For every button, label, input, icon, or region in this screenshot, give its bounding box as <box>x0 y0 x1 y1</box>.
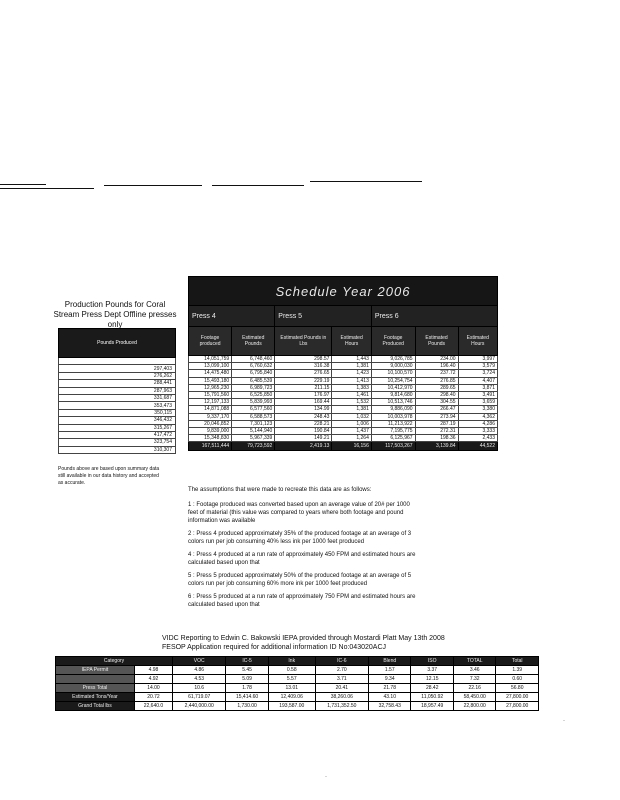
schedule-cell: 298.57 <box>275 356 332 363</box>
emissions-cell <box>56 675 135 684</box>
emissions-column-header: Category <box>56 657 173 666</box>
schedule-cell: 1,423 <box>332 370 371 377</box>
left-value-cell <box>59 358 176 365</box>
schedule-cell: 7,195,775 <box>371 427 415 434</box>
schedule-cell: 12,197,133 <box>189 399 232 406</box>
schedule-cell: 289.65 <box>415 384 458 391</box>
emissions-column-header: IC-6 <box>315 657 368 666</box>
emissions-cell: 3.71 <box>315 675 368 684</box>
schedule-cell: 1,006 <box>332 420 371 427</box>
emissions-cell: 4.98 <box>134 666 172 675</box>
table-row <box>59 424 176 431</box>
left-value-cell: 323,754 <box>59 439 176 446</box>
schedule-cell: 6,760,632 <box>232 363 275 370</box>
schedule-cell: 287.19 <box>415 420 458 427</box>
emissions-cell: 0.58 <box>268 666 315 675</box>
emissions-cell: 12,409.06 <box>268 693 315 702</box>
schedule-cell: 1,532 <box>332 399 371 406</box>
schedule-cell: 3,579 <box>458 363 497 370</box>
schedule-cell: 1,437 <box>332 427 371 434</box>
schedule-cell: 266.47 <box>415 406 458 413</box>
schedule-cell: 1,264 <box>332 435 371 442</box>
emissions-column-header: Total <box>496 657 539 666</box>
schedule-cell: 14,475,480 <box>189 370 232 377</box>
schedule-cell: 6,485,539 <box>232 377 275 384</box>
left-value-cell: 417,472 <box>59 431 176 438</box>
schedule-cell: 1,443 <box>332 356 371 363</box>
emissions-cell: 1,730.00 <box>226 702 268 711</box>
schedule-cell: 9,814,680 <box>371 391 415 398</box>
schedule-cell: 6,125,967 <box>371 435 415 442</box>
schedule-cell: 134.99 <box>275 406 332 413</box>
left-value-cell: 276,262 <box>59 372 176 379</box>
schedule-column-header: Estimated Pounds in Lbs <box>275 327 332 356</box>
table-row <box>59 372 176 379</box>
left-panel-note: Pounds above are based upon summary data still available in our data history and accepted as accurate. <box>58 466 160 486</box>
vidc-line-2: FESOP Application required for additional information ID No:043020ACJ <box>162 644 386 651</box>
schedule-table <box>188 276 498 451</box>
emissions-table <box>55 656 539 711</box>
table-row <box>189 363 498 370</box>
vidc-block <box>162 634 492 652</box>
emissions-cell: 4.92 <box>134 675 172 684</box>
schedule-total-row <box>189 442 498 451</box>
schedule-column-header: Footage produced <box>189 327 232 356</box>
emissions-header-row <box>56 657 539 666</box>
emissions-cell: 43.10 <box>369 693 411 702</box>
schedule-cell: 298.40 <box>415 391 458 398</box>
schedule-cell: 149.21 <box>275 435 332 442</box>
left-value-cell: 297,403 <box>59 365 176 372</box>
schedule-cell: 9,337,170 <box>189 413 232 420</box>
emissions-cell: 3.46 <box>453 666 495 675</box>
emissions-cell: 2,440,000.00 <box>173 702 226 711</box>
emissions-cell: 61,719.07 <box>173 693 226 702</box>
table-row <box>59 417 176 424</box>
rule-line <box>212 185 304 186</box>
group-press-6: Press 6 <box>371 306 497 327</box>
rule-line <box>310 181 422 182</box>
schedule-cell: 6,748,460 <box>232 356 275 363</box>
schedule-cell: 9,839,000 <box>189 427 232 434</box>
table-row <box>59 358 176 365</box>
emissions-cell: 58,450.00 <box>453 693 495 702</box>
emissions-cell: 38,260.06 <box>315 693 368 702</box>
left-column-header: Pounds Produced <box>59 329 176 358</box>
assumptions-block <box>188 486 420 614</box>
rule-line <box>0 184 46 185</box>
table-row <box>59 365 176 372</box>
table-row <box>56 666 539 675</box>
schedule-cell: 6,525,850 <box>232 391 275 398</box>
schedule-cell: 6,588,573 <box>232 413 275 420</box>
table-row <box>189 356 498 363</box>
schedule-column-header: Estimated Hours <box>458 327 497 356</box>
emissions-cell: 9.34 <box>369 675 411 684</box>
table-row <box>189 420 498 427</box>
emissions-cell: 1,731,352.50 <box>315 702 368 711</box>
schedule-column-header: Footage Produced <box>371 327 415 356</box>
emissions-cell: 1.78 <box>226 684 268 693</box>
emissions-cell: 1.39 <box>496 666 539 675</box>
schedule-cell: 3,997 <box>458 356 497 363</box>
schedule-title: Schedule Year 2006 <box>189 277 498 306</box>
emissions-cell: Press Total <box>56 684 135 693</box>
emissions-cell: 20.72 <box>134 693 172 702</box>
schedule-cell: 6,577,560 <box>232 406 275 413</box>
table-row <box>59 394 176 401</box>
schedule-total-cell: 2,419.13 <box>275 442 332 451</box>
schedule-cell: 1,413 <box>332 377 371 384</box>
emissions-cell: 3.37 <box>411 666 453 675</box>
schedule-cell: 3,724 <box>458 370 497 377</box>
schedule-cell: 10,412,970 <box>371 384 415 391</box>
schedule-cell: 9,026,785 <box>371 356 415 363</box>
schedule-total-cell: 16,156 <box>332 442 371 451</box>
schedule-column-header: Estimated Pounds <box>415 327 458 356</box>
schedule-cell: 1,461 <box>332 391 371 398</box>
emissions-cell: 11,050.92 <box>411 693 453 702</box>
left-value-cell: 315,267 <box>59 424 176 431</box>
emissions-cell: 13.01 <box>268 684 315 693</box>
schedule-cell: 316.38 <box>275 363 332 370</box>
margin-mark: · <box>563 718 565 724</box>
emissions-column-header: VOC <box>173 657 226 666</box>
table-row <box>59 402 176 409</box>
emissions-column-header: Ink <box>268 657 315 666</box>
emissions-cell: 5.09 <box>226 675 268 684</box>
schedule-cell: 5,144,940 <box>232 427 275 434</box>
schedule-cell: 10,100,570 <box>371 370 415 377</box>
schedule-cell: 198.36 <box>415 435 458 442</box>
schedule-cell: 15,348,830 <box>189 435 232 442</box>
emissions-cell: 1.57 <box>369 666 411 675</box>
schedule-total-cell: 167,511,444 <box>189 442 232 451</box>
schedule-cell: 3,871 <box>458 384 497 391</box>
schedule-cell: 4,286 <box>458 420 497 427</box>
emissions-cell: 22,640.0 <box>134 702 172 711</box>
table-row <box>189 413 498 420</box>
schedule-cell: 229.19 <box>275 377 332 384</box>
schedule-cell: 176.97 <box>275 391 332 398</box>
schedule-cell: 10,003,978 <box>371 413 415 420</box>
emissions-cell: 14.00 <box>134 684 172 693</box>
emissions-cell: 0.60 <box>496 675 539 684</box>
schedule-cell: 3,333 <box>458 427 497 434</box>
emissions-cell: 27,800.00 <box>496 693 539 702</box>
schedule-cell: 304.55 <box>415 399 458 406</box>
left-value-cell: 287,963 <box>59 387 176 394</box>
emissions-cell: 5.45 <box>226 666 268 675</box>
schedule-cell: 248.43 <box>275 413 332 420</box>
schedule-cell: 10,513,746 <box>371 399 415 406</box>
schedule-cell: 211.15 <box>275 384 332 391</box>
table-row <box>59 446 176 453</box>
schedule-cell: 20,046,852 <box>189 420 232 427</box>
schedule-cell: 5,967,339 <box>232 435 275 442</box>
emissions-cell: 56.80 <box>496 684 539 693</box>
emissions-cell: 12.15 <box>411 675 453 684</box>
assumption-item: 6 : Press 5 produced at a run rate of approximately 750 FPM and estimated hours are calculated based upon that <box>188 594 416 608</box>
left-panel-caption: Production Pounds for Coral Stream Press Dept Offline presses only <box>53 300 177 329</box>
schedule-cell: 9,886,090 <box>371 406 415 413</box>
schedule-cell: 1,032 <box>332 413 371 420</box>
left-value-cell: 346,432 <box>59 417 176 424</box>
schedule-total-cell: 3,139.84 <box>415 442 458 451</box>
schedule-cell: 228.21 <box>275 420 332 427</box>
table-row <box>59 431 176 438</box>
schedule-cell: 5,839,993 <box>232 399 275 406</box>
emissions-cell: 18,957.49 <box>411 702 453 711</box>
schedule-total-cell: 44,522 <box>458 442 497 451</box>
schedule-cell: 169.44 <box>275 399 332 406</box>
schedule-cell: 4,362 <box>458 413 497 420</box>
schedule-cell: 15,791,560 <box>189 391 232 398</box>
emissions-cell: 20.41 <box>315 684 368 693</box>
assumption-item: 2 : Press 4 produced approximately 35% of the produced footage at an average of 3 colors run per job consuming 40% less ink per 1000 feet produced <box>188 531 412 545</box>
table-row <box>59 380 176 387</box>
schedule-cell: 6,795,840 <box>232 370 275 377</box>
emissions-cell: 4.86 <box>173 666 226 675</box>
schedule-cell: 272.31 <box>415 427 458 434</box>
schedule-cell: 190.84 <box>275 427 332 434</box>
emissions-cell: 21.78 <box>369 684 411 693</box>
vidc-line-1: VIDC Reporting to Edwin C. Bakowski IEPA provided through Mostardi Platt May 13th 2008 <box>162 635 445 642</box>
schedule-cell: 1,381 <box>332 406 371 413</box>
emissions-cell: IEPA Permit <box>56 666 135 675</box>
group-press-4: Press 4 <box>189 306 275 327</box>
schedule-cell: 14,871,088 <box>189 406 232 413</box>
schedule-cell: 237.72 <box>415 370 458 377</box>
table-row <box>56 693 539 702</box>
assumption-item: 5 : Press 5 produced approximately 50% of the produced footage at an average of 5 colors run per job consuming 60% more ink per 1000 feet produced <box>188 573 412 587</box>
schedule-cell: 10,254,754 <box>371 377 415 384</box>
schedule-cell: 3,659 <box>458 399 497 406</box>
left-value-cell: 288,441 <box>59 380 176 387</box>
schedule-cell: 12,965,230 <box>189 384 232 391</box>
assumptions-heading: The assumptions that were made to recreate this data are as follows: <box>188 487 372 493</box>
schedule-cell: 3,380 <box>458 406 497 413</box>
table-row <box>189 399 498 406</box>
table-row <box>189 435 498 442</box>
emissions-cell: 32,758.43 <box>369 702 411 711</box>
left-value-cell: 350,115 <box>59 409 176 416</box>
schedule-cell: 196.40 <box>415 363 458 370</box>
table-row <box>189 377 498 384</box>
emissions-cell: 2.70 <box>315 666 368 675</box>
schedule-cell: 15,493,180 <box>189 377 232 384</box>
schedule-total-cell: 117,503,267 <box>371 442 415 451</box>
left-value-cell: 353,473 <box>59 402 176 409</box>
schedule-cell: 273.94 <box>415 413 458 420</box>
emissions-cell: Estimated Tons/Year <box>56 693 135 702</box>
table-row <box>189 384 498 391</box>
schedule-column-header: Estimated Hours <box>332 327 371 356</box>
schedule-cell: 4,407 <box>458 377 497 384</box>
table-row <box>59 409 176 416</box>
schedule-cell: 7,301,123 <box>232 420 275 427</box>
emissions-cell: 15,414.60 <box>226 693 268 702</box>
emissions-cell: 22,800.00 <box>453 702 495 711</box>
rule-line <box>0 188 94 189</box>
emissions-cell: 4.53 <box>173 675 226 684</box>
emissions-cell: 22.16 <box>453 684 495 693</box>
schedule-cell: 2,433 <box>458 435 497 442</box>
emissions-cell: 5.57 <box>268 675 315 684</box>
schedule-cell: 1,383 <box>332 384 371 391</box>
schedule-total-cell: 79,723,592 <box>232 442 275 451</box>
margin-mark: · <box>325 774 327 780</box>
assumption-item: 1 : Footage produced was converted based upon an average value of 20# per 1000 feet of material (this value was compared to years where both footage and pound information was available <box>188 502 410 524</box>
table-row <box>56 702 539 711</box>
schedule-cell: 1,381 <box>332 363 371 370</box>
emissions-column-header: Blend <box>369 657 411 666</box>
schedule-cell: 234.00 <box>415 356 458 363</box>
left-value-cell: 331,687 <box>59 394 176 401</box>
table-row <box>56 675 539 684</box>
table-row <box>189 391 498 398</box>
table-row <box>189 427 498 434</box>
emissions-column-header: ISO <box>411 657 453 666</box>
emissions-column-header: IC-5 <box>226 657 268 666</box>
emissions-cell: 7.32 <box>453 675 495 684</box>
rule-line <box>104 185 202 186</box>
schedule-cell: 11,213,922 <box>371 420 415 427</box>
table-row <box>189 406 498 413</box>
schedule-cell: 6,989,723 <box>232 384 275 391</box>
emissions-column-header: TOTAL <box>453 657 495 666</box>
emissions-cell: 27,800.00 <box>496 702 539 711</box>
emissions-cell: 28.42 <box>411 684 453 693</box>
schedule-cell: 3,491 <box>458 391 497 398</box>
schedule-cell: 276.65 <box>275 370 332 377</box>
schedule-cell: 276.85 <box>415 377 458 384</box>
schedule-cell: 13,099,100 <box>189 363 232 370</box>
table-row <box>59 387 176 394</box>
schedule-column-header: Estimated Pounds <box>232 327 275 356</box>
table-row <box>56 684 539 693</box>
left-panel-table <box>58 328 176 454</box>
table-row <box>189 370 498 377</box>
emissions-cell: 193,587.00 <box>268 702 315 711</box>
assumption-item: 4 : Press 4 produced at a run rate of approximately 450 FPM and estimated hours are calculated based upon that <box>188 552 416 566</box>
emissions-cell: 10.6 <box>173 684 226 693</box>
schedule-cell: 14,051,759 <box>189 356 232 363</box>
emissions-cell: Grand Total lbs <box>56 702 135 711</box>
table-row <box>59 439 176 446</box>
left-value-cell: 310,307 <box>59 446 176 453</box>
schedule-cell: 9,000,030 <box>371 363 415 370</box>
group-press-5: Press 5 <box>275 306 372 327</box>
